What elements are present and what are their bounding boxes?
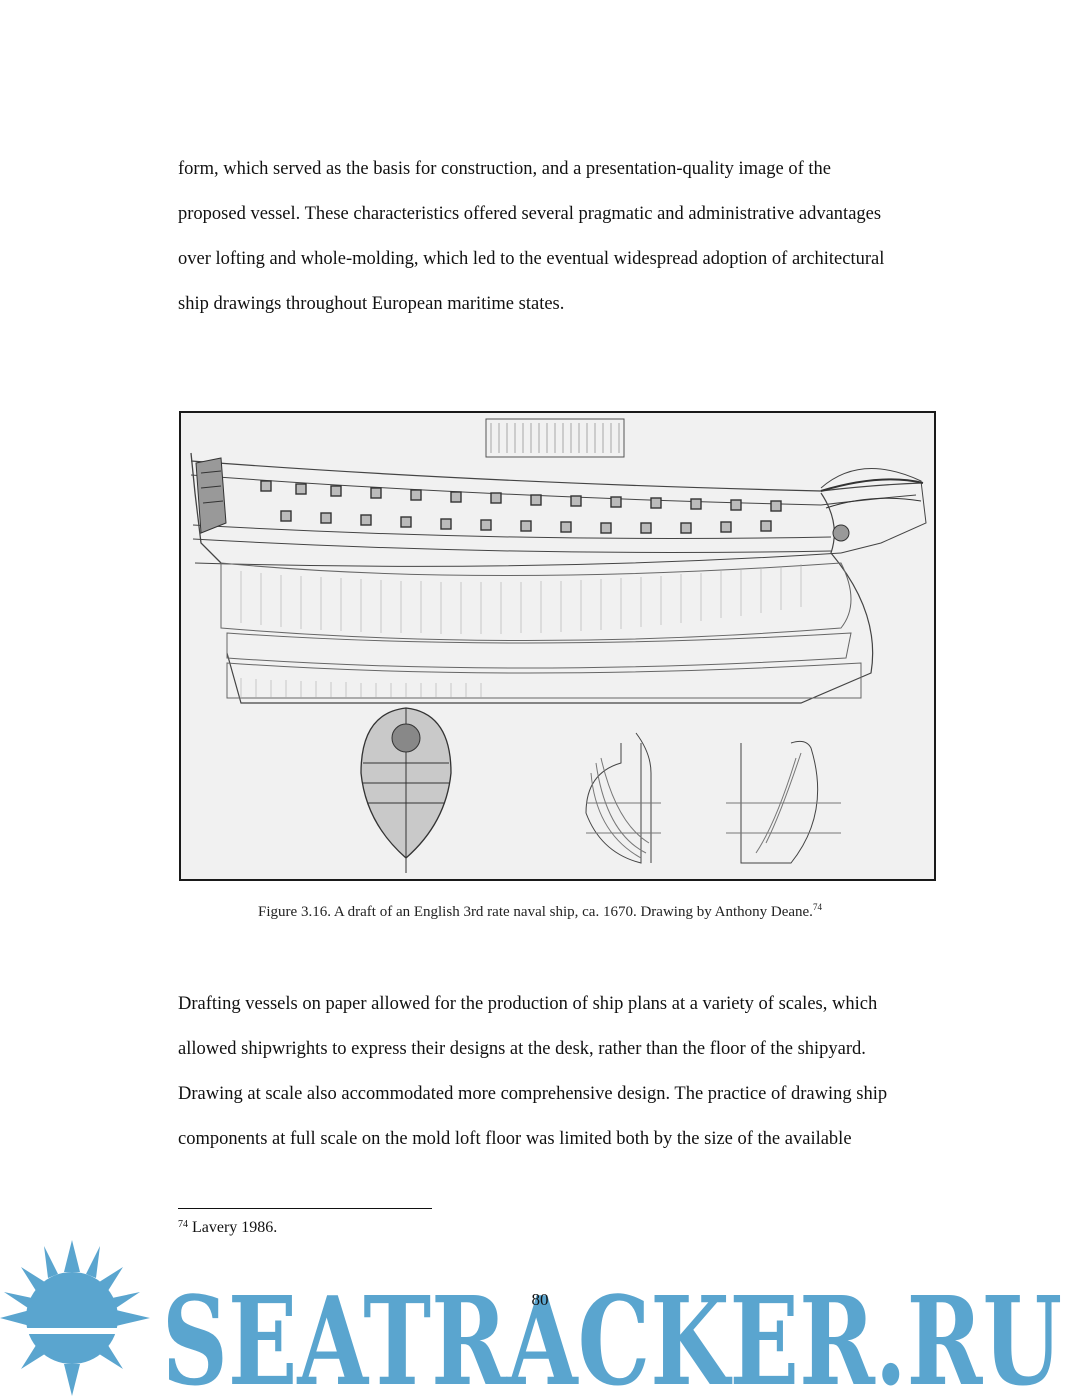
- body-paragraph-bottom: [178, 992, 948, 1172]
- text-line: Drawing at scale also accommodated more comprehensive design. The practice of drawing ship: [178, 1084, 888, 1104]
- text-line: over lofting and whole-molding, which led to the eventual widespread adoption of architectural: [178, 249, 885, 269]
- text-line: form, which served as the basis for construction, and a presentation-quality image of the: [178, 159, 831, 179]
- text-line: allowed shipwrights to express their designs at the desk, rather than the floor of the shipyard.: [178, 1039, 866, 1059]
- sun-icon: [0, 1240, 150, 1396]
- ship-draft-figure: [179, 411, 936, 881]
- figure-caption: [0, 902, 1080, 921]
- text-line: proposed vessel. These characteristics offered several pragmatic and administrative advantages: [178, 204, 882, 224]
- footnote-number: 74: [178, 1219, 188, 1230]
- text-line: components at full scale on the mold loft floor was limited both by the size of the available: [178, 1129, 852, 1149]
- page-number: 80: [531, 1290, 549, 1309]
- footnote-text: Lavery 1986.: [188, 1219, 278, 1236]
- body-paragraph-top: [178, 157, 948, 337]
- text-line: ship drawings throughout European maritime states.: [178, 294, 565, 314]
- footnote-separator: [178, 1208, 432, 1209]
- text-line: Drafting vessels on paper allowed for the production of ship plans at a variety of scales, which: [178, 994, 878, 1014]
- footnote: [178, 1219, 277, 1237]
- ship-draft-drawing: [181, 413, 934, 879]
- watermark-text: SEATRACKER.RU: [162, 1269, 1062, 1397]
- caption-text: Figure 3.16. A draft of an English 3rd rate naval ship, ca. 1670. Drawing by Anthony Deane.: [258, 904, 813, 920]
- watermark-logo: [0, 1236, 1080, 1397]
- caption-footnote-ref[interactable]: 74: [812, 902, 822, 912]
